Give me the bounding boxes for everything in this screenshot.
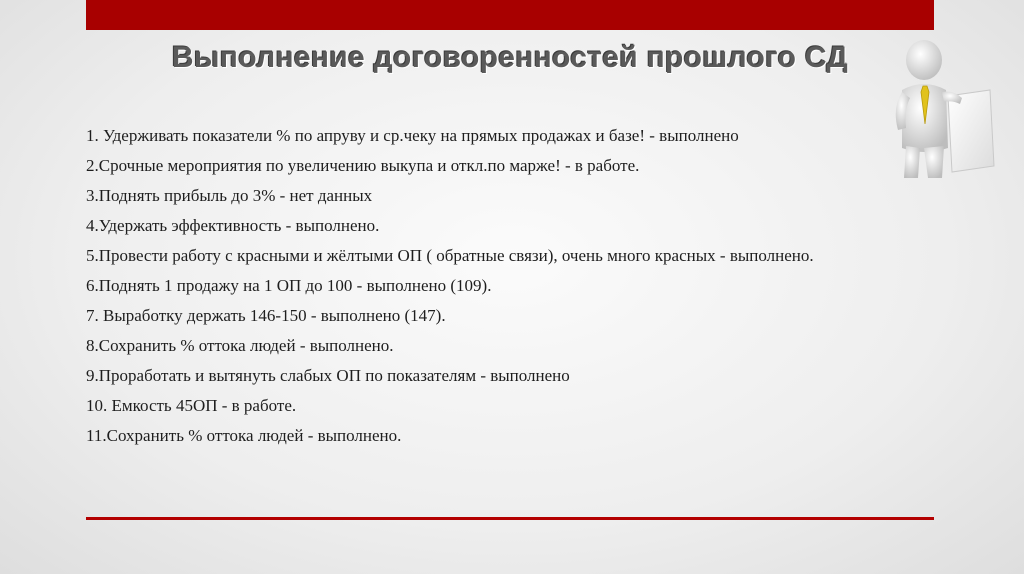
person-holding-paper-icon [890,38,1000,180]
list-item: 2.Срочные мероприятия по увеличению выкупа и откл.по марже! - в работе. [86,156,640,175]
slide-title: Выполнение договоренностей прошлого СД [171,41,849,74]
agreement-list [86,123,896,453]
top-red-bar [86,0,934,30]
list-item: 3.Поднять прибыль до 3% - нет данных [86,186,373,205]
list-item: 11.Сохранить % оттока людей - выполнено. [86,426,402,445]
list-item: 1. Удерживать показатели % по апруву и ср.чеку на прямых продажах и базе! - выполнено [86,126,739,145]
list-item: 4.Удержать эффективность - выполнено. [86,216,380,235]
list-item: 8.Сохранить % оттока людей - выполнено. [86,336,394,355]
list-item: 7. Выработку держать 146-150 - выполнено (147). [86,306,446,325]
bottom-red-line [86,517,934,520]
list-item: 10. Емкость 45ОП - в работе. [86,396,297,415]
list-item: 9.Проработать и вытянуть слабых ОП по показателям - выполнено [86,366,570,385]
list-item: 6.Поднять 1 продажу на 1 ОП до 100 - выполнено (109). [86,276,492,295]
list-item: 5.Провести работу с красными и жёлтыми ОП ( обратные связи), очень много красных - выполнено. [86,246,814,265]
